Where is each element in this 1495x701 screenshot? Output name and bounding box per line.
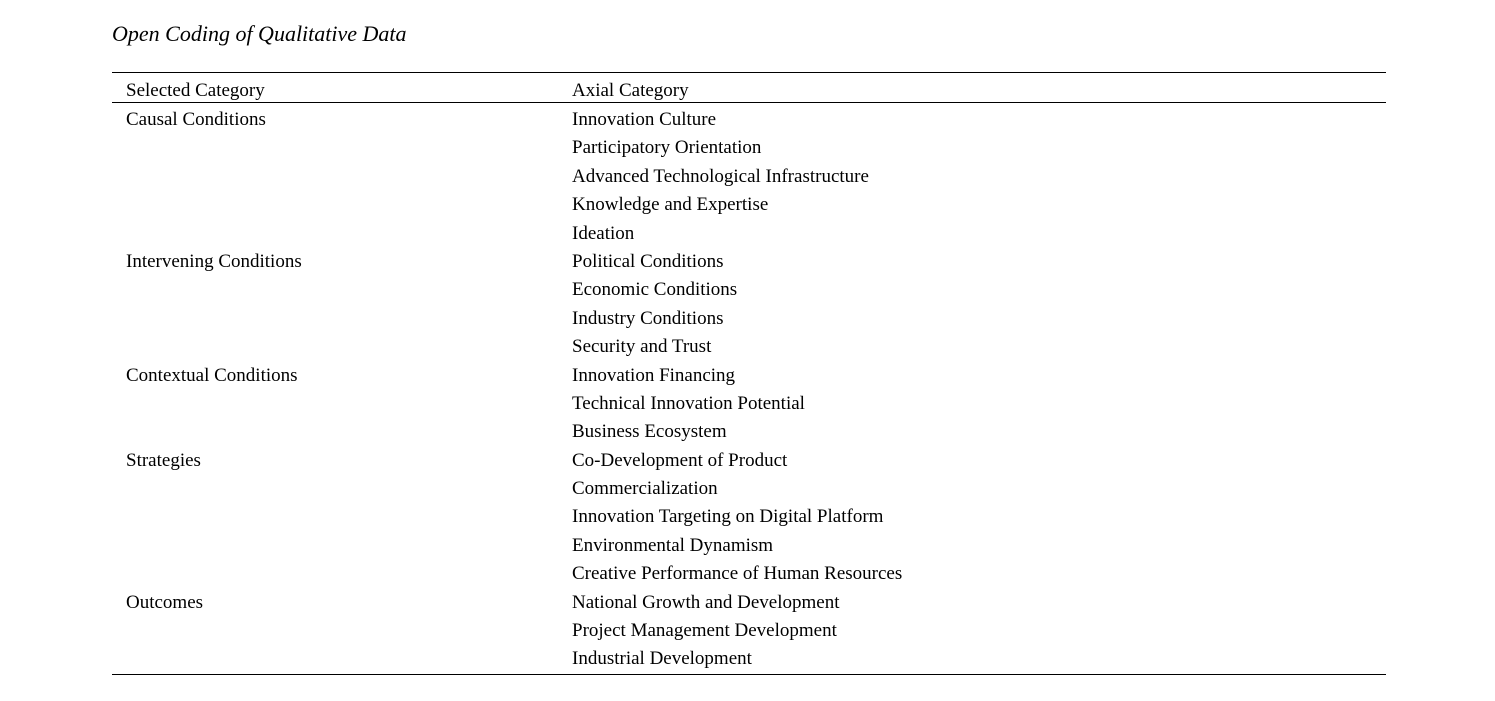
axial-category-cell: Project Management Development — [572, 620, 837, 642]
axial-category-cell: Security and Trust — [572, 336, 712, 358]
coding-table — [112, 72, 1386, 675]
selected-category-cell — [112, 163, 572, 191]
table-row — [112, 220, 1386, 248]
table-row — [112, 617, 1386, 645]
table-row — [112, 362, 1386, 390]
table-row — [112, 560, 1386, 588]
axial-category-cell: Knowledge and Expertise — [572, 194, 769, 216]
selected-category-cell — [112, 532, 572, 560]
axial-category-cell: Innovation Culture — [572, 109, 717, 130]
selected-category-cell — [112, 390, 572, 418]
selected-category-cell — [112, 617, 572, 645]
selected-category-cell — [112, 560, 572, 588]
table-row — [112, 418, 1386, 446]
axial-category-cell: Creative Performance of Human Resources — [572, 563, 903, 585]
header-selected-category: Selected Category — [126, 80, 265, 101]
axial-category-cell: Participatory Orientation — [572, 137, 762, 159]
table-row — [112, 106, 1386, 134]
table-row — [112, 305, 1386, 333]
table-row — [112, 163, 1386, 191]
axial-category-cell: Business Ecosystem — [572, 421, 727, 443]
header-axial-category: Axial Category — [572, 80, 689, 101]
axial-category-cell: Co-Development of Product — [572, 449, 788, 471]
axial-category-cell: Innovation Targeting on Digital Platform — [572, 506, 884, 528]
axial-category-cell: Environmental Dynamism — [572, 534, 774, 556]
axial-category-cell: Innovation Financing — [572, 364, 736, 386]
table-row — [112, 333, 1386, 361]
table-row — [112, 532, 1386, 560]
selected-category-cell — [112, 645, 572, 673]
axial-category-cell: Advanced Technological Infrastructure — [572, 165, 869, 187]
table-body — [112, 103, 1386, 674]
selected-category-cell — [112, 276, 572, 304]
selected-category-cell — [112, 305, 572, 333]
selected-category-cell — [112, 134, 572, 162]
selected-category-cell — [112, 333, 572, 361]
selected-category-cell — [112, 475, 572, 503]
selected-category-cell: Causal Conditions — [126, 109, 266, 130]
axial-category-cell: Technical Innovation Potential — [572, 392, 805, 414]
table-row — [112, 390, 1386, 418]
table-header — [112, 73, 1386, 103]
table-caption: Open Coding of Qualitative Data — [112, 21, 407, 46]
axial-category-cell: National Growth and Development — [572, 591, 840, 613]
table-row — [112, 503, 1386, 531]
selected-category-cell: Strategies — [126, 449, 201, 471]
table-row — [112, 447, 1386, 475]
table-row — [112, 191, 1386, 219]
axial-category-cell: Industry Conditions — [572, 307, 724, 329]
table-row — [112, 276, 1386, 304]
axial-category-cell: Industrial Development — [572, 648, 752, 670]
selected-category-cell — [112, 503, 572, 531]
selected-category-cell — [112, 191, 572, 219]
selected-category-cell: Outcomes — [126, 591, 204, 613]
table-row — [112, 475, 1386, 503]
axial-category-cell: Economic Conditions — [572, 279, 738, 301]
selected-category-cell — [112, 220, 572, 248]
selected-category-cell — [112, 418, 572, 446]
table-row — [112, 589, 1386, 617]
table-row — [112, 248, 1386, 276]
table-row — [112, 645, 1386, 673]
selected-category-cell: Intervening Conditions — [126, 250, 302, 272]
axial-category-cell: Commercialization — [572, 478, 718, 500]
selected-category-cell: Contextual Conditions — [126, 364, 298, 386]
axial-category-cell: Ideation — [572, 222, 635, 244]
table-row — [112, 134, 1386, 162]
axial-category-cell: Political Conditions — [572, 250, 724, 272]
